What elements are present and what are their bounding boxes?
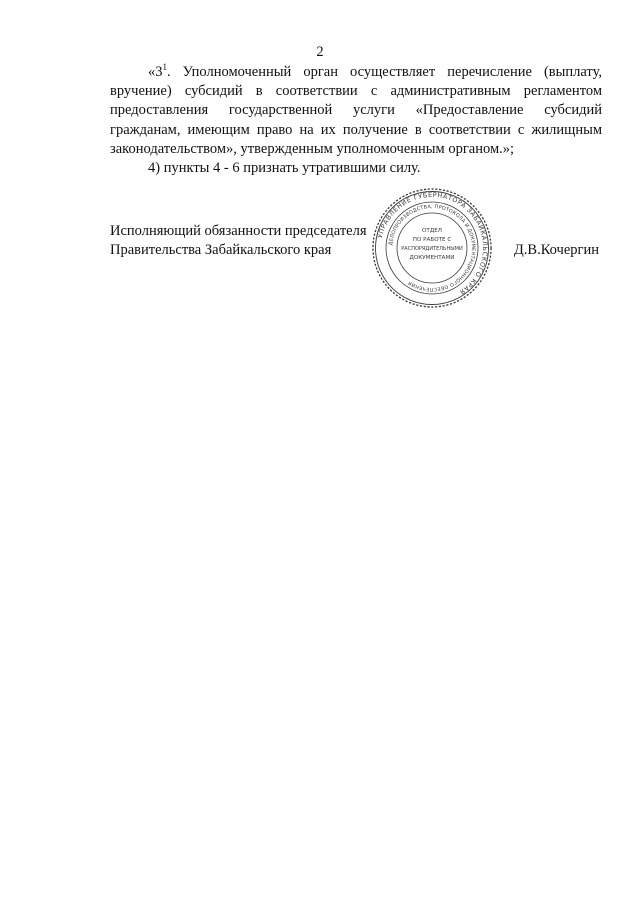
stamp-center-line: РАСПОРЯДИТЕЛЬНЫМИ <box>401 246 463 252</box>
stamp-center-line: ПО РАБОТЕ С <box>412 237 452 243</box>
document-body <box>110 63 602 178</box>
stamp-inner-text: ДЕЛОПРОИЗВОДСТВА, ПРОТОКОЛА И ДОКУМЕНТАЦИОННОГО ОБЕСПЕЧЕНИЯ <box>388 203 477 293</box>
paragraph-open-text: «3 <box>148 64 163 80</box>
signatory-name: Д.В.Кочергин <box>513 242 599 258</box>
stamp-graphic <box>370 186 494 310</box>
superscript-index: 1 <box>162 62 167 72</box>
paragraph-amendment-3-1 <box>110 63 602 159</box>
signatory-title-line-1: Исполняющий обязанности председателя <box>110 223 367 239</box>
paragraph-item-4: 4) пункты 4 - 6 признать утратившими силу. <box>148 160 421 177</box>
stamp-outer-text: УПРАВЛЕНИЕ ГУБЕРНАТОРА ЗАБАЙКАЛЬСКОГО КРАЯ <box>376 190 490 297</box>
signatory-title-line-2: Правительства Забайкальского края <box>110 242 332 259</box>
stamp-center-line: ДОКУМЕНТАМИ <box>409 255 455 261</box>
paragraph-body-text: . Уполномоченный орган осуществляет перечисление (выплату, вручение) субсидий в соответствии с административным регламентом предоставления государственной услуги «Предоставление субсидий гражданам, имеющим право на их получение в соответствии с жилищным законодательством», утвержденным уполномоченным органом.»; <box>110 64 602 157</box>
page-number: 2 <box>316 44 324 60</box>
stamp-center-line: ОТДЕЛ <box>422 228 442 234</box>
signatory-title <box>110 222 367 260</box>
official-stamp <box>370 186 494 310</box>
